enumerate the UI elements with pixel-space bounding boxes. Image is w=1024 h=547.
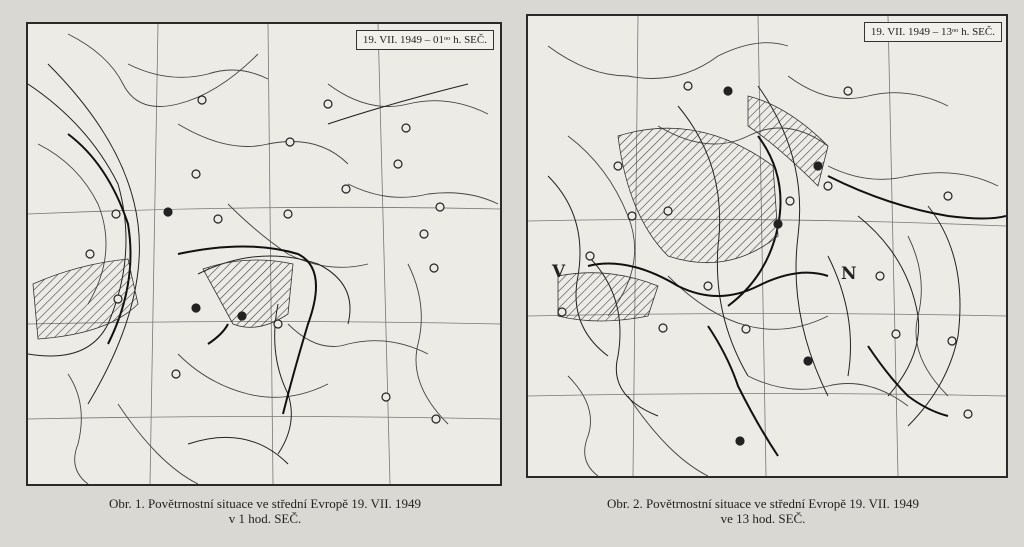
figure-2-caption — [528, 496, 998, 526]
weather-map-2-drawing — [528, 16, 1006, 476]
map-timestamp: 19. VII. 1949 – 13ᵒᵒ h. SEČ. — [864, 22, 1002, 42]
weather-map-1-drawing — [28, 24, 500, 484]
isobars — [548, 86, 960, 426]
caption-line: Obr. 2. Povětrnostní situace ve střední Evropě 19. VII. 1949 — [606, 496, 920, 511]
graticule — [28, 24, 500, 484]
figure-1-caption — [40, 496, 490, 526]
precipitation-area — [558, 273, 658, 321]
caption-line: ve 13 hod. SEČ. — [720, 511, 806, 526]
map-timestamp: 19. VII. 1949 – 01ᵒᵒ h. SEČ. — [356, 30, 494, 50]
weather-map-1 — [26, 22, 502, 486]
weather-map-2 — [526, 14, 1008, 478]
pressure-label-v: V — [552, 262, 566, 282]
graticule — [528, 16, 1006, 476]
caption-line: v 1 hod. SEČ. — [228, 511, 302, 526]
precipitation-area — [203, 260, 293, 327]
caption-line: Obr. 1. Povětrnostní situace ve střední Evropě 19. VII. 1949 — [108, 496, 422, 511]
precipitation-area — [618, 128, 778, 262]
pressure-label-n: N — [841, 264, 857, 284]
